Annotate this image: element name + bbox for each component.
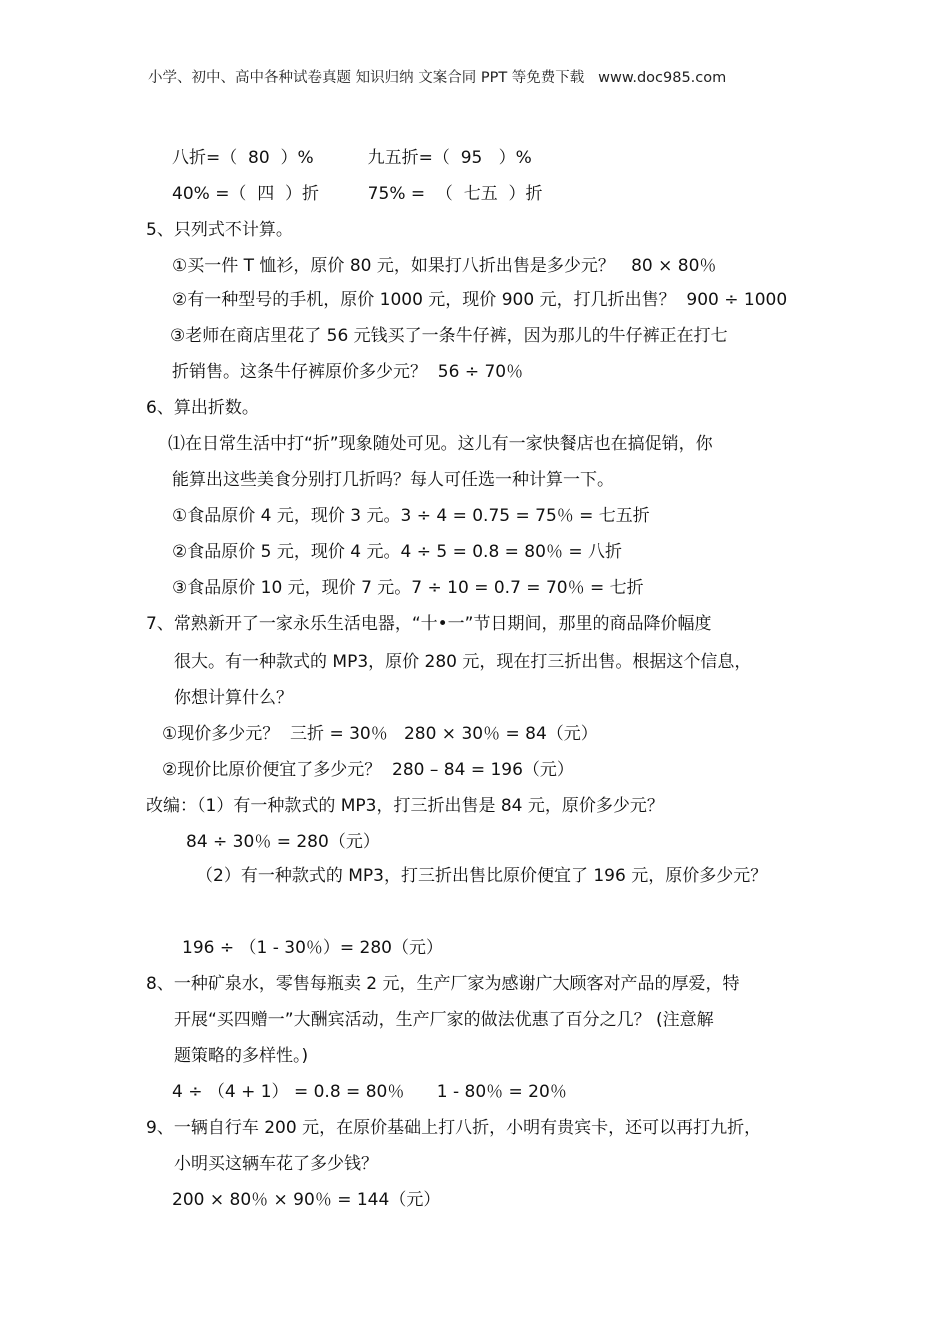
text-line: 200 × 80％ × 90％ = 144（元） [172, 1190, 441, 1210]
text-line: 小明买这辆车花了多少钱？ [174, 1154, 378, 1174]
text-line: 能算出这些美食分别打几折吗？每人可任选一种计算一下。 [172, 470, 614, 490]
text-line: 6、算出折数。 [146, 398, 259, 418]
text-line: 40% =（ 四 ）折 75% = （ 七五 ）折 [172, 184, 543, 204]
text-line: ③食品原价 10 元，现价 7 元。7 ÷ 10 = 0.7 = 70％ = 七折 [172, 578, 644, 598]
text-line: 折销售。这条牛仔裤原价多少元？ 56 ÷ 70％ [172, 362, 524, 382]
text-line: 改编：（1）有一种款式的 MP3，打三折出售是 84 元，原价多少元？ [146, 796, 664, 816]
text-line: 5、只列式不计算。 [146, 220, 293, 240]
text-line: ②现价比原价便宜了多少元？ 280 – 84 = 196（元） [162, 760, 574, 780]
page-header: 小学、初中、高中各种试卷真题 知识归纳 文案合同 PPT 等免费下载 www.doc985.com [148, 70, 727, 86]
text-line: （2）有一种款式的 MP3，打三折出售比原价便宜了 196 元，原价多少元？ [196, 866, 768, 886]
text-line: ①现价多少元？ 三折 = 30％ 280 × 30％ = 84（元） [162, 724, 598, 744]
text-line: ①买一件 T 恤衫，原价 80 元，如果打八折出售是多少元？ 80 × 80％ [172, 256, 717, 276]
text-line: 八折=（ 80 ）% 九五折=（ 95 ）% [172, 148, 532, 168]
text-line: ②食品原价 5 元，现价 4 元。4 ÷ 5 = 0.8 = 80％ = 八折 [172, 542, 622, 562]
text-line: 9、一辆自行车 200 元，在原价基础上打八折，小明有贵宾卡，还可以再打九折， [146, 1118, 762, 1138]
text-line: 196 ÷ （1 - 30％）= 280（元） [182, 938, 443, 958]
text-line: 84 ÷ 30％ = 280（元） [186, 832, 380, 852]
text-line: 你想计算什么？ [174, 688, 293, 708]
text-line: 8、一种矿泉水，零售每瓶卖 2 元，生产厂家为感谢广大顾客对产品的厚爱，特 [146, 974, 740, 994]
text-line: 题策略的多样性。) [174, 1046, 309, 1066]
text-line: 开展“买四赠一”大酬宾活动，生产厂家的做法优惠了百分之几？ (注意解 [174, 1010, 714, 1030]
text-line: 4 ÷ （4 + 1） = 0.8 = 80％ 1 - 80％ = 20％ [172, 1082, 567, 1102]
text-line: ③老师在商店里花了 56 元钱买了一条牛仔裤，因为那儿的牛仔裤正在打七 [170, 326, 728, 346]
text-line: 7、常熟新开了一家永乐生活电器，“十•一”节日期间，那里的商品降价幅度 [146, 614, 712, 634]
text-line: ⑴在日常生活中打“折”现象随处可见。这儿有一家快餐店也在搞促销，你 [168, 434, 713, 454]
text-line: ②有一种型号的手机，原价 1000 元，现价 900 元，打几折出售？ 900 ÷ 1000 [172, 290, 788, 310]
text-line: 很大。有一种款式的 MP3，原价 280 元，现在打三折出售。根据这个信息， [174, 652, 752, 672]
text-line: ①食品原价 4 元，现价 3 元。3 ÷ 4 = 0.75 = 75％ = 七五折 [172, 506, 650, 526]
